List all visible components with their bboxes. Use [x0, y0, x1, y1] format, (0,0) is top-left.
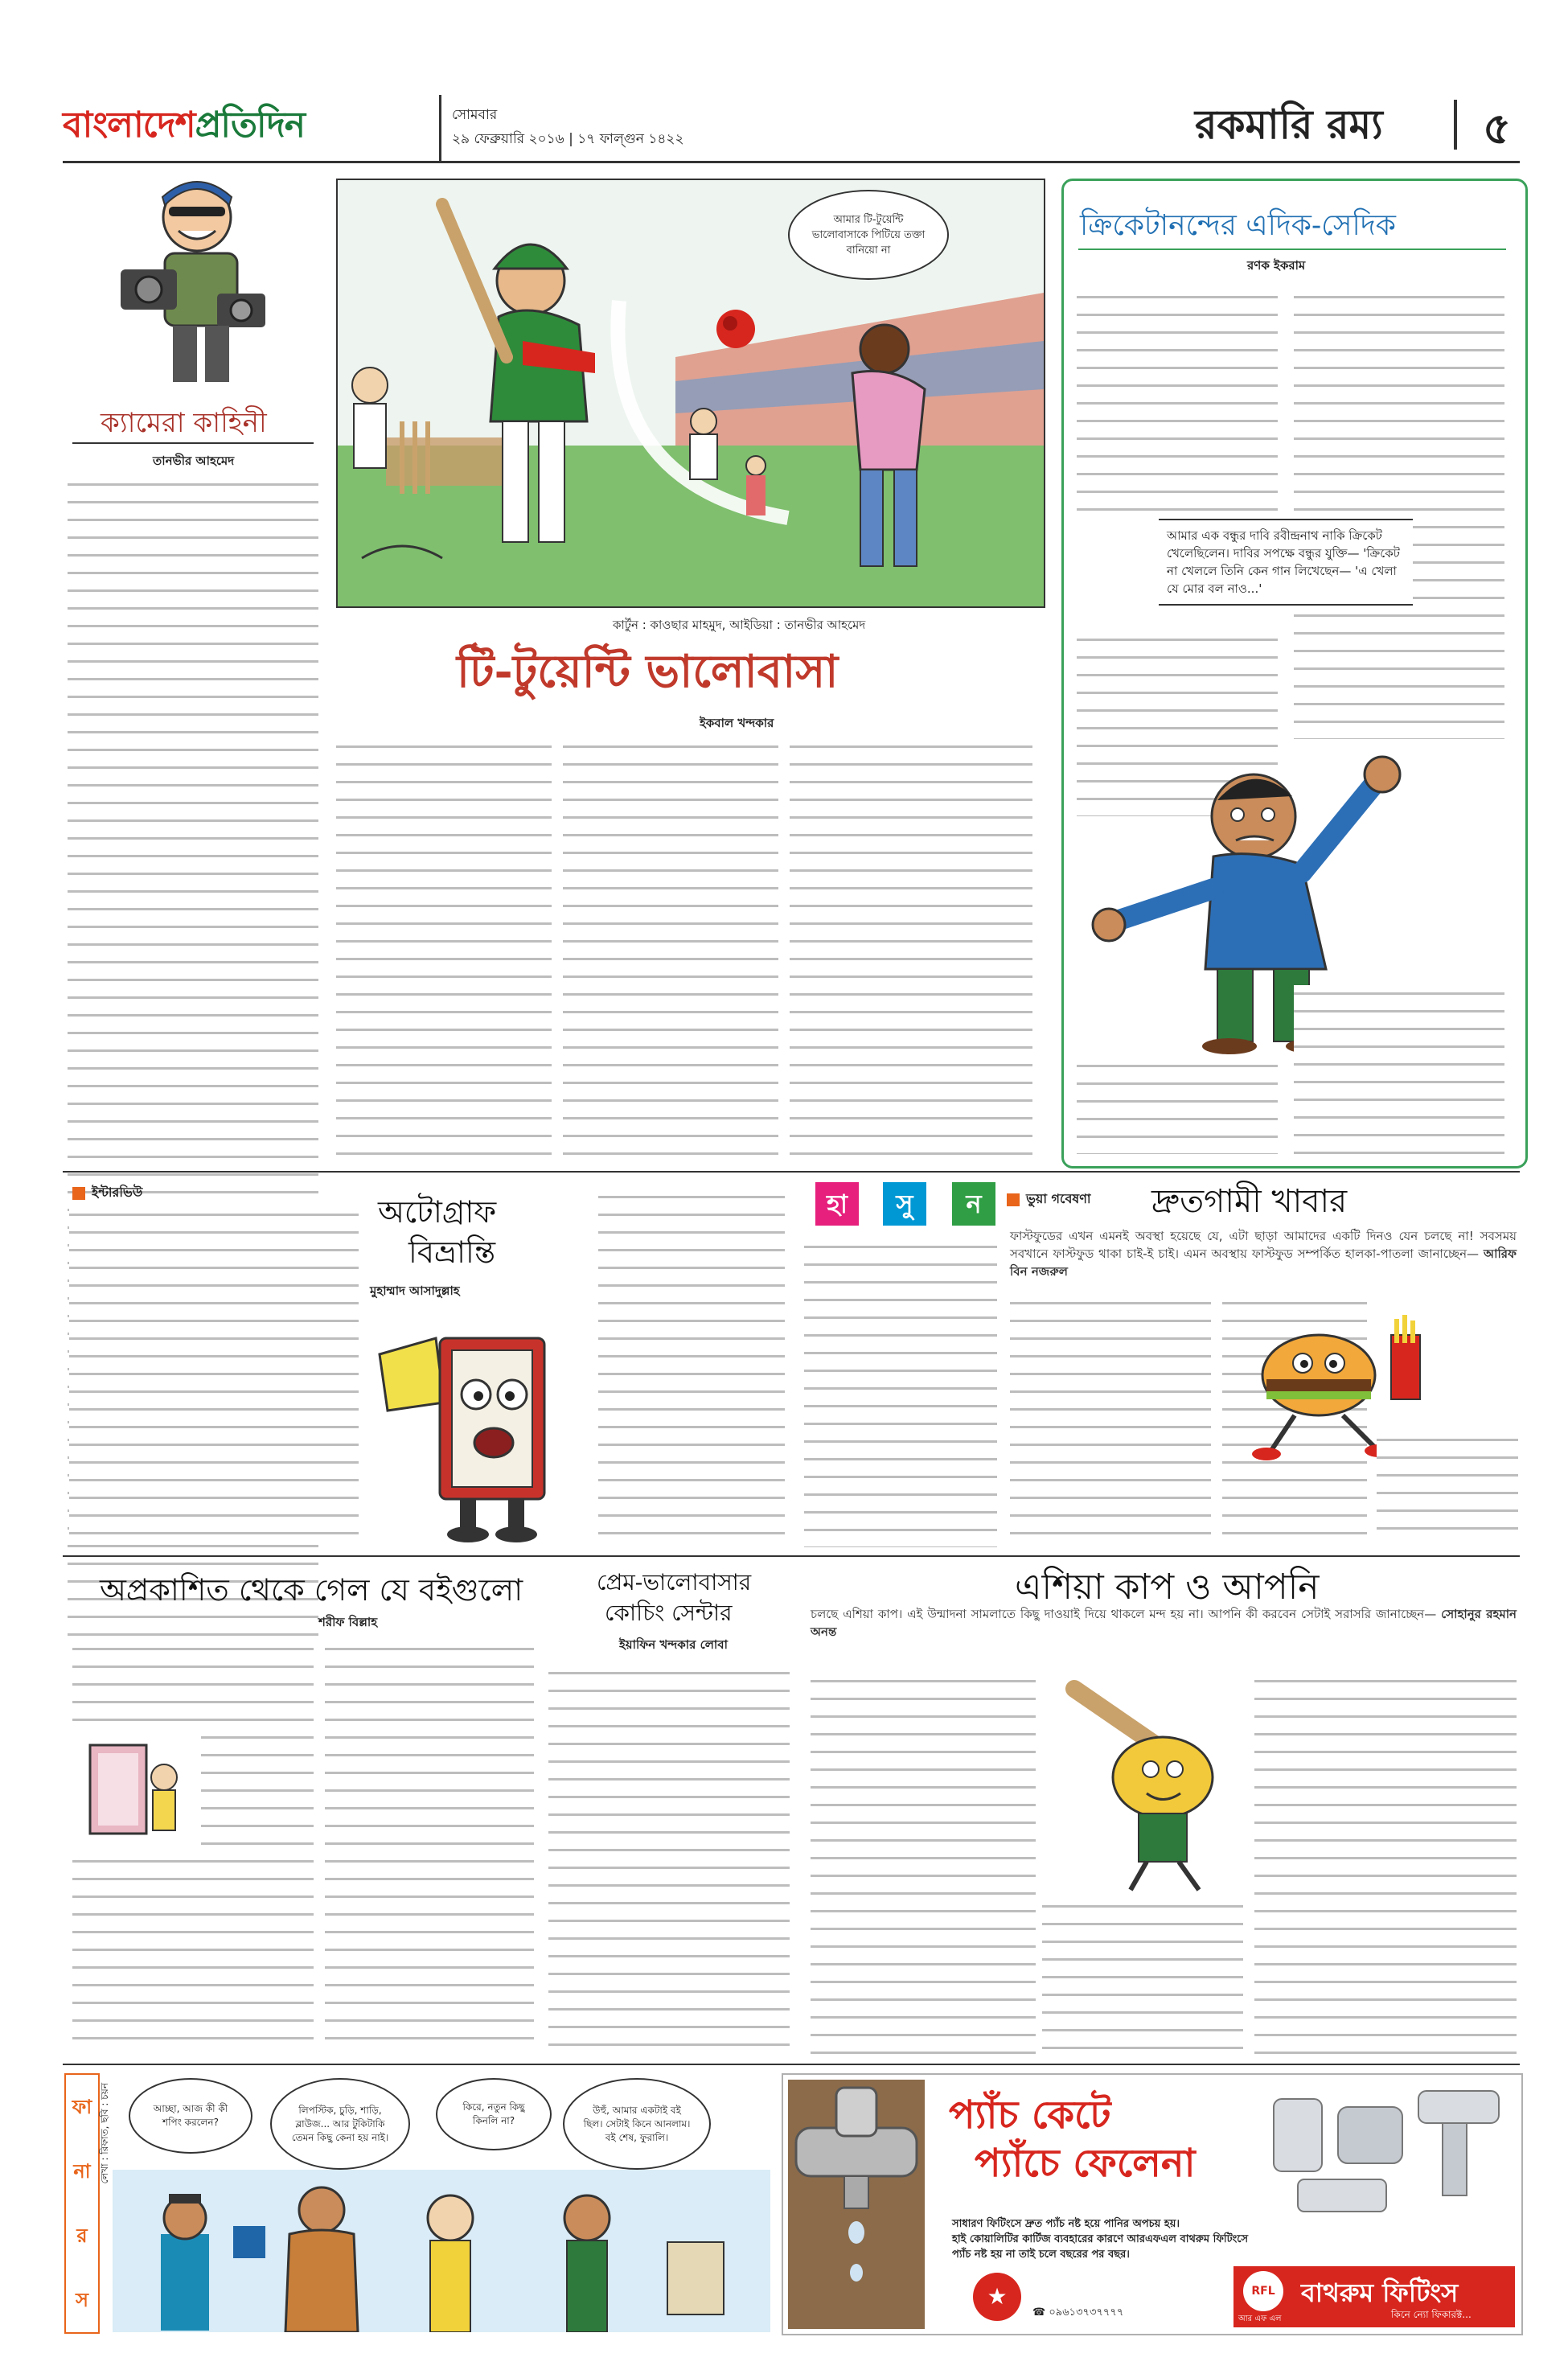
research-intro-text: ফাস্টফুডের এখন এমনই অবস্থা হয়েছে যে, এটা ছাড়া আমাদের একটি দিনও যেন চলছে না! সবসময় সবখানে ফাস্টফুড থাকা চাই-ই চাই। এমন অবস্থায় ফাস্টফুড সম্পর্কিত হালকা-পাতলা জানাচ্ছেন— — [1010, 1229, 1517, 1261]
comic-strip-panels — [113, 2073, 770, 2332]
strip-bubble-4-text: উহুঁ, আমার একটাই বই ছিল। সেটাই কিনে আনলাম। বই শেষ, ফুরালি। — [583, 2104, 691, 2143]
ad-brand-tagline: কিনে ন্যো ফিকারক্ট... — [1391, 2309, 1472, 2320]
research-column-1 — [1010, 1295, 1211, 1544]
asia-cup-title: এশিয়া কাপ ও আপনি — [1015, 1567, 1320, 1608]
cartoon-credit: কার্টুন : কাওছার মাহমুদ, আইডিয়া : তানভীর আহমেদ — [613, 618, 866, 632]
lead-story-column-3 — [790, 738, 1032, 1156]
asia-cup-intro-author: সোহানুর রহমান অনন্ত — [811, 1607, 1517, 1639]
ad-warranty-icon: ★ — [987, 2283, 1008, 2310]
weekday: সোমবার — [452, 107, 498, 123]
cricket-box-title: ক্রিকেটানন্দের এদিক-সেদিক — [1080, 209, 1396, 242]
interview-title-line-2: বিভ্রান্তি — [408, 1234, 496, 1270]
asia-cup-column-1 — [811, 1673, 1036, 2054]
interview-intro-column — [69, 1206, 359, 1544]
rfl-logo — [1243, 2271, 1283, 2311]
strip-bubble-4 — [563, 2078, 711, 2170]
cricket-box-column-3 — [1077, 1058, 1278, 1154]
book-reader-cartoon — [74, 1729, 195, 1850]
cartoon-bubble-text: আমার টি-টুয়েন্টি ভালোবাসাকে পিটিয়ে তক্তা বানিয়ো না — [811, 213, 926, 257]
research-column-3 — [1377, 1431, 1518, 1544]
masthead — [63, 95, 1518, 159]
coaching-byline: ইয়াফিন খন্দকার লোবা — [619, 1637, 728, 1652]
ad-body — [952, 2216, 1322, 2262]
megaphone-book-cartoon — [363, 1306, 589, 1547]
ad-body-line-1: সাধারণ ফিটিংসে দ্রুত প্যাঁচ নষ্ট হয়ে পানির অপচয় হয়। — [952, 2218, 1180, 2230]
logo-part-green: প্রতিদিন — [195, 105, 305, 146]
lead-story-title: টি-টুয়েন্টি ভালোবাসা — [457, 645, 839, 698]
ad-body-line-3: প্যাঁচ নষ্ট হয় না তাই চলে বছরের পর বছর। — [952, 2249, 1130, 2261]
strip-bubble-3-text: কিরে, নতুন কিছু কিনলি না? — [462, 2101, 525, 2126]
asia-cup-intro-text: চলছে এশিয়া কাপ। এই উন্মাদনা সামলাতে কিছু দাওয়াই দিয়ে থাকলে মন্দ হয় না। আপনি কী করবেন সেটাই সরাসরি জানাচ্ছেন— — [811, 1607, 1437, 1621]
hasun-jokes-column — [804, 1238, 997, 1547]
lead-story-column-2 — [563, 738, 778, 1156]
photographer-cartoon — [88, 173, 298, 390]
asia-cup-column-2 — [1042, 1898, 1243, 2054]
comic-strip-credit: লেখা : রিফাত, ছবি : চয়ন — [99, 2083, 110, 2184]
unpublished-title: অপ্রকাশিত থেকে গেল যে বইগুলো — [100, 1572, 523, 1608]
cartoon-speech-bubble — [788, 190, 949, 280]
cricket-box-column-2 — [1294, 289, 1504, 739]
unpublished-column-1 — [72, 1641, 314, 1729]
interview-column-2 — [598, 1189, 785, 1547]
strip-label-letter-3: র — [76, 2224, 88, 2247]
advertisement[interactable] — [782, 2073, 1523, 2335]
coaching-column — [548, 1665, 790, 2054]
strip-bubble-3 — [436, 2078, 552, 2150]
asia-cup-column-3 — [1254, 1673, 1517, 2054]
ad-brand-bar — [1233, 2266, 1515, 2327]
hasun-header — [815, 1182, 1016, 1229]
strip-label-letter-1: ফা — [72, 2096, 92, 2118]
interview-label — [72, 1182, 142, 1204]
interview-byline: মুহাম্মাদ আসাদুল্লাহ — [370, 1284, 460, 1298]
rfl-logo-text: RFL — [1251, 2285, 1275, 2298]
ad-warranty-badge — [973, 2273, 1021, 2321]
research-label — [1007, 1189, 1091, 1210]
ad-hotline[interactable]: ☎ ০৯৬১৩৭৩৭৭৭৭ — [1032, 2306, 1124, 2319]
asia-cup-intro — [811, 1605, 1517, 1641]
page-number: ৫ — [1483, 102, 1512, 154]
logo-part-red: বাংলাদেশ — [63, 105, 195, 146]
hasun-letter-2: সু — [883, 1182, 926, 1226]
ad-brand-name: বাথরুম ফিটিংস — [1301, 2277, 1459, 2308]
cricket-pull-quote — [1159, 519, 1413, 606]
strip-label-letter-2: না — [73, 2160, 91, 2183]
lead-story-column-1 — [336, 738, 552, 1156]
research-intro-author: আরিফ বিন নজরুল — [1010, 1247, 1517, 1279]
lead-story-byline: ইকবাল খন্দকার — [700, 716, 774, 730]
unpublished-column-1c — [72, 1853, 314, 2054]
hasun-letter-1: হা — [815, 1182, 859, 1226]
strip-bubble-1-text: আচ্ছা, আজ কী কী শপিং করলেন? — [153, 2103, 228, 2128]
strip-bubble-2-text: লিপস্টিক, চুড়ি, শাড়ি, ব্লাউজ... আর টুকিটাকি তেমন কিছু কেনা হয় নাই। — [291, 2104, 389, 2143]
research-label-marker — [1007, 1193, 1020, 1206]
bat-wielding-cartoon — [1042, 1657, 1243, 1898]
cricket-cartoon — [336, 179, 1045, 608]
newspaper-logo — [63, 98, 305, 157]
ad-body-line-2: হাই কোয়ালিটির কার্টিজ ব্যবহারের কারণে আরএফএল বাথরুম ফিটিংসে — [952, 2233, 1249, 2245]
dripping-tap-image — [788, 2080, 925, 2329]
coaching-title-line-1: প্রেম-ভালোবাসার — [597, 1569, 752, 1596]
camera-column-title: ক্যামেরা কাহিনী — [101, 407, 267, 439]
cricket-box-column-1 — [1077, 289, 1278, 514]
unpublished-column-1b — [201, 1729, 314, 1850]
unpublished-byline: শরীফ বিল্লাহ — [318, 1615, 378, 1629]
cricket-feature-box — [1061, 179, 1528, 1169]
unpublished-column-2 — [325, 1641, 534, 2054]
interview-label-marker — [72, 1187, 85, 1200]
coaching-title-line-2: কোচিং সেন্টার — [605, 1600, 733, 1626]
interview-label-text: ইন্টারভিউ — [92, 1185, 143, 1200]
issue-date: ২৯ ফেব্রুয়ারি ২০১৬ | ১৭ ফাল্গুন ১৪২২ — [452, 131, 684, 147]
comic-strip-label — [64, 2073, 100, 2334]
cricket-box-column-4 — [1294, 985, 1504, 1154]
research-intro — [1010, 1227, 1517, 1280]
hasun-letter-3: ন — [952, 1182, 995, 1226]
research-title: দ্রুতগামী খাবার — [1151, 1183, 1348, 1220]
ad-headline-line-1: প্যাঁচ কেটে — [949, 2093, 1111, 2138]
cricket-box-byline: রণক ইকরাম — [1247, 258, 1306, 273]
strip-bubble-2 — [270, 2078, 410, 2170]
section-title: রকমারি রম্য — [1195, 101, 1383, 148]
research-label-text: ভুয়া গবেষণা — [1026, 1191, 1091, 1206]
interview-title-line-1: অটোগ্রাফ — [378, 1194, 497, 1230]
ad-headline-line-2: প্যাঁচে ফেলেনা — [975, 2141, 1196, 2186]
camera-column-byline: তানভীর আহমেদ — [153, 454, 235, 468]
strip-bubble-1 — [129, 2078, 252, 2154]
pull-quote-text: আমার এক বন্ধুর দাবি রবীন্দ্রনাথ নাকি ক্রিকেট খেলেছিলেন। দাবির সপক্ষে বন্ধুর যুক্তি— 'ক্রিকেট না খেললে তিনি কেন গান লিখেছেন— 'এ খেলা যে মোর বল নাও...' — [1167, 528, 1400, 596]
strip-label-letter-4: স — [76, 2289, 88, 2311]
rfl-logo-sub: আর এফ এল — [1238, 2314, 1282, 2323]
masthead-rule — [63, 161, 1520, 163]
bathroom-fittings-image — [1266, 2083, 1515, 2228]
